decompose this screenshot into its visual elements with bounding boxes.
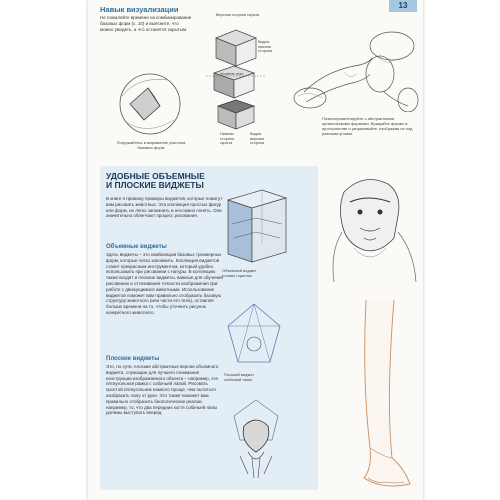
label-top-side-hidden: Верхняя сторона скрыта [216,13,260,17]
caption-gorilla-widget: Объемный виджет головы гориллы [222,268,257,278]
subsection-title-flat-widgets: Плоские виджеты [106,356,160,362]
box-intro-text: В книге я привожу примеры виджетов, которые помогут вам рисовать животных. Эта коллекция простых фигур или форм, их легко запомнить и несложно понять. Они значительно облегчают процесс рисования. [106,196,223,219]
subsection-title-volume-widgets: Объемные виджеты [106,244,167,250]
page-number: 13 [389,0,417,12]
caption-basic-forms: Погружайтесь в выражение участков базовых форм [116,140,186,150]
label-bottom-side-visible: Видна нижняя сторона [258,40,273,53]
caption-paw-widget: Плоский виджет собачьей лапы [224,372,255,382]
box-title-line-1: УДОБНЫЕ ОБЪЕМНЫЕ [106,171,205,181]
label-bottom-side-hidden: Нижняя сторона скрыта [220,132,235,145]
paw-sketch [226,396,286,482]
volume-widget-sketch [222,184,292,264]
pentagon-widget-sketch [224,300,284,370]
caption-organic-forms: Поэкспериментируйте с абстрактными органическими формами. Вращайте формы в пространстве и укорачивайте, изображая их под разными углами [322,116,413,136]
box-title [106,172,205,190]
section-title-visualization: Навык визуализации [100,5,179,14]
box-title-line-2: И ПЛОСКИЕ ВИДЖЕТЫ [106,180,204,190]
stacked-boxes-sketch [206,18,266,138]
label-eye-level: Уровень глаз [220,72,244,76]
sphere-sketch [108,66,188,138]
subsection-text-volume-widgets: Здесь виджеты – это комбинации базовых трехмерных форм, которые легко запомнить. Коллекция виджетов станет прекрасным инструментом, который удобно использовать при рисовании с натуры. В коллекцию также входят и плоские виджеты, важные для обучения рисованию и оттачивания точности изображения при работе с движущимися животными. Использование виджетов поможет вам правильно отобразить базовую структуру животного (или части его тела), оставляя больше времени на то, чтобы уточнить рисунок конкретного животного. [106,252,223,315]
subsection-text-flat-widgets: Это, по сути, плоские абстрактные версии объемного виджета, служащие для лучшего понимания конструкции изображаемого объекта – например, эта пятиугольная рамка с собачьей лапой. Рисовать простой пятиугольник намного проще, чем пытаться изобразить лапу от руки. Это также поможет вам правильно отобразить биологические реалии, например, то, что два передних когтя собачьей лапы должны выступать вперед. [106,364,219,416]
gorilla-sketch [324,172,418,284]
widgets-sidebar-box [100,166,318,490]
section-text-visualization: Не пожалейте времени на комбинирование базовых форм (с. 10) и выясните, что можно увидеть, а что останется скрытым. [100,15,192,33]
dog-leg-sketch [352,298,418,494]
book-page [88,0,423,500]
organic-forms-sketch [284,16,420,112]
label-top-side-visible: Видна верхняя сторона [250,132,265,145]
